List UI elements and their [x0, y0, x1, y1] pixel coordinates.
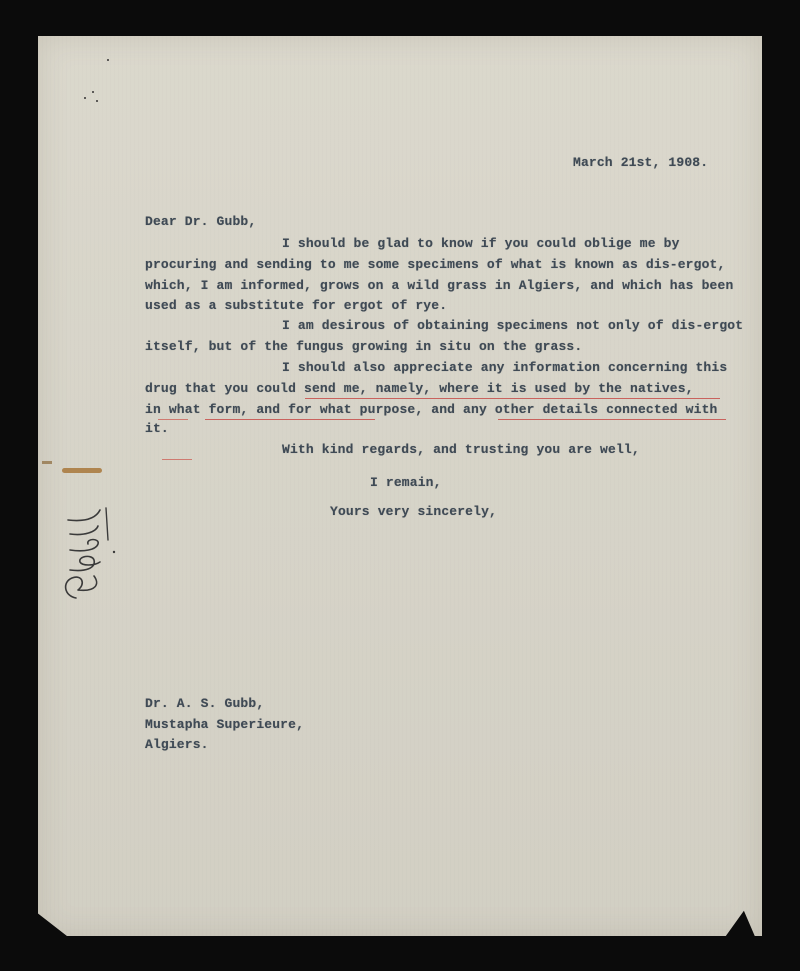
red-underline: [305, 398, 720, 399]
marginal-signature-text: [58, 612, 59, 613]
body-line: it.: [145, 421, 169, 436]
marginal-signature: [56, 500, 126, 610]
body-line: drug that you could send me, namely, where it is used by the natives,: [145, 381, 694, 396]
closing-line: With kind regards, and trusting you are well,: [282, 442, 640, 457]
body-line: which, I am informed, grows on a wild grass in Algiers, and which has been: [145, 278, 734, 293]
body-line: used as a substitute for ergot of rye.: [145, 298, 448, 313]
closing-line: Yours very sincerely,: [330, 504, 497, 519]
red-mark: [162, 459, 192, 460]
ink-speck: [92, 91, 94, 93]
ink-speck: [84, 97, 86, 99]
body-line: procuring and sending to me some specimens of what is known as dis-ergot,: [145, 257, 726, 272]
recipient-line: Dr. A. S. Gubb,: [145, 696, 265, 711]
closing-line: I remain,: [370, 475, 442, 490]
rust-stain: [62, 468, 102, 473]
recipient-line: Mustapha Superieure,: [145, 717, 305, 732]
letter-date: March 21st, 1908.: [573, 155, 709, 170]
red-underline: [498, 419, 726, 420]
body-line: I should be glad to know if you could oblige me by: [282, 236, 680, 251]
red-underline: [205, 419, 375, 420]
rust-stain: [42, 461, 52, 464]
ink-speck: [107, 59, 109, 61]
salutation: Dear Dr. Gubb,: [145, 214, 257, 229]
body-line: in what form, and for what purpose, and any other details connected with: [145, 402, 718, 417]
recipient-line: Algiers.: [145, 737, 209, 752]
red-mark: [158, 419, 188, 420]
body-line: itself, but of the fungus growing in situ on the grass.: [145, 339, 583, 354]
body-line: I am desirous of obtaining specimens not only of dis-ergot: [282, 318, 744, 333]
handwriting-icon: [56, 500, 126, 610]
ink-speck: [96, 100, 98, 102]
body-line: I should also appreciate any information concerning this: [282, 360, 728, 375]
